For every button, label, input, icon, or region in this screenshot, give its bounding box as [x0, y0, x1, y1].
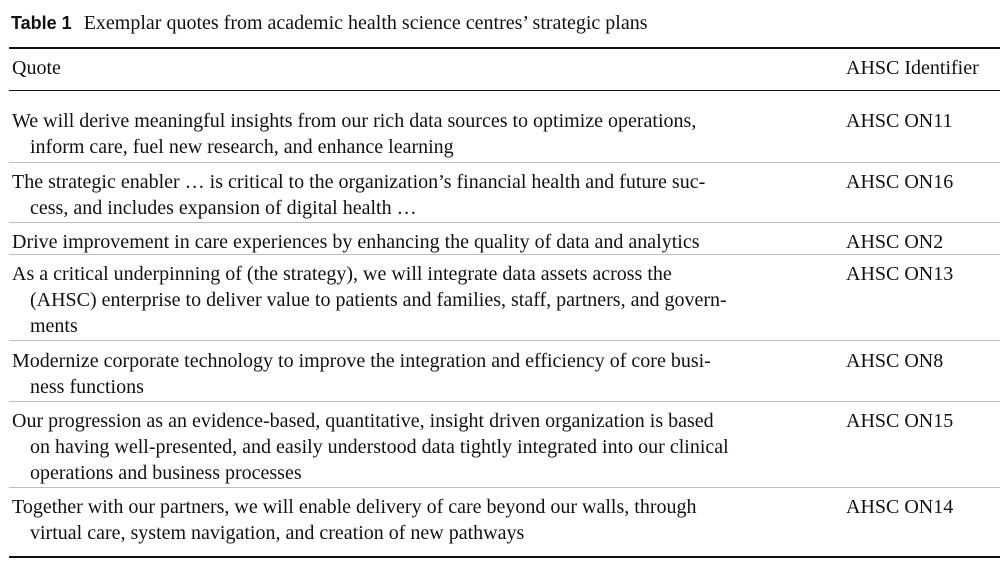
quote-line: cess, and includes expansion of digital health … — [30, 197, 417, 219]
column-header-quote: Quote — [12, 57, 61, 79]
identifier-cell: AHSC ON16 — [846, 171, 954, 193]
quote-cell — [12, 169, 832, 221]
quote-cell — [12, 261, 832, 339]
quote-line: operations and business processes — [30, 462, 302, 484]
identifier-cell: AHSC ON8 — [846, 350, 944, 372]
row-separator — [9, 340, 1000, 341]
row-separator — [9, 222, 1000, 223]
table-label: Table 1 — [11, 13, 72, 33]
quote-cell — [12, 229, 832, 255]
quote-line: Our progression as an evidence-based, quantitative, insight driven organization is based — [12, 410, 714, 432]
quote-cell — [12, 494, 832, 546]
quote-line: We will derive meaningful insights from our rich data sources to optimize operations, — [12, 110, 697, 132]
identifier-cell: AHSC ON11 — [846, 110, 953, 132]
quote-line: inform care, fuel new research, and enhance learning — [30, 136, 454, 158]
row-separator — [9, 401, 1000, 402]
table-header-rule — [9, 90, 1000, 91]
table-title: Exemplar quotes from academic health science centres’ strategic plans — [83, 12, 648, 34]
table-bottom-rule — [9, 556, 1000, 558]
quote-cell — [12, 408, 832, 486]
quote-line: The strategic enabler … is critical to the organization’s financial health and future suc- — [12, 171, 706, 193]
identifier-cell: AHSC ON14 — [846, 496, 954, 518]
quote-line: Together with our partners, we will enable delivery of care beyond our walls, through — [12, 496, 697, 518]
quote-line: virtual care, system navigation, and creation of new pathways — [30, 522, 525, 544]
quote-line: Drive improvement in care experiences by enhancing the quality of data and analytics — [12, 231, 700, 253]
quote-cell — [12, 348, 832, 400]
identifier-cell: AHSC ON2 — [846, 231, 944, 253]
identifier-cell: AHSC ON13 — [846, 263, 954, 285]
row-separator — [9, 487, 1000, 488]
row-separator — [9, 254, 1000, 255]
quote-line: Modernize corporate technology to improve the integration and efficiency of core busi- — [12, 350, 711, 372]
quote-line: ness functions — [30, 376, 144, 398]
quote-line: ments — [30, 315, 78, 337]
column-header-identifier: AHSC Identifier — [846, 57, 979, 79]
table-top-rule — [9, 47, 1000, 49]
quote-line: As a critical underpinning of (the strategy), we will integrate data assets across the — [12, 263, 672, 285]
identifier-cell: AHSC ON15 — [846, 410, 954, 432]
quote-cell — [12, 108, 832, 160]
quote-line: on having well-presented, and easily understood data tightly integrated into our clinical — [30, 436, 729, 458]
row-separator — [9, 162, 1000, 163]
table-caption — [11, 12, 648, 35]
quote-line: (AHSC) enterprise to deliver value to patients and families, staff, partners, and govern- — [30, 289, 727, 311]
